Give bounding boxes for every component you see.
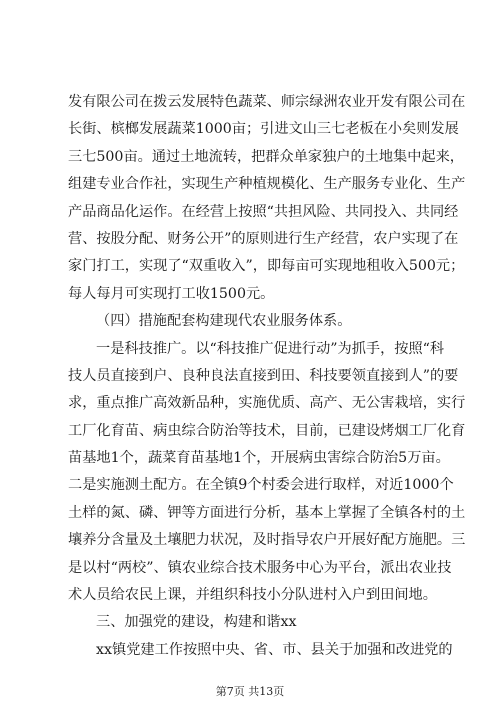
text-line: 组建专业合作社，实现生产种植规模化、生产服务专业化、生产: [68, 176, 466, 193]
text-line: 一是科技推广。以“科技推广促进行动”为抓手，按照“科: [96, 340, 445, 357]
text-line: 壤养分含量及土壤肥力状况，及时指导农户开展好配方施肥。三: [68, 532, 466, 549]
text-line: 二是实施测土配方。在全镇9个村委会进行取样，对近1000个: [68, 477, 454, 494]
text-line: 家门打工，实现了“双重收入”，即每亩可实现地租收入500元；: [68, 258, 465, 275]
text-line: 每人每月可实现打工收1500元。: [68, 285, 275, 302]
text-line: 是以村“两校”、镇农业综合技术服务中心为平台，派出农业技: [68, 559, 452, 576]
text-line: 苗基地1个，蔬菜育苗基地1个，开展病虫害综合防治5万亩。: [68, 450, 450, 467]
section-heading: 三、加强党的建设，构建和谐xx: [96, 614, 297, 631]
section-heading: （四）措施配套构建现代农业服务体系。: [96, 313, 352, 330]
text-line: 术人员给农民上课，并组织科技小分队进村入户到田间地。: [68, 587, 437, 604]
body-text: [68, 89, 466, 664]
text-line: 长街、槟榔发展蔬菜1000亩；引进文山三七老板在小矣则发展: [68, 121, 459, 138]
page-number: 第7页 共13页: [215, 685, 285, 698]
text-line: 营、按股分配、财务公开”的原则进行生产经营，农户实现了在: [68, 230, 459, 247]
text-line: 土样的氮、磷、钾等方面进行分析，基本上掌握了全镇各村的土: [68, 504, 466, 521]
text-line: 技人员直接到户、良种良法直接到田、科技要领直接到人”的要: [68, 367, 459, 384]
text-line: 求，重点推广高效新品种，实施优质、高产、无公害栽培，实行: [68, 395, 466, 412]
text-line: 工厂化育苗、病虫综合防治等技术，目前，已建设烤烟工厂化育: [68, 422, 466, 439]
text-line: 产品商品化运作。在经营上按照“共担风险、共同投入、共同经: [68, 203, 459, 220]
text-line: 发有限公司在拨云发展特色蔬菜、师宗绿洲农业开发有限公司在: [68, 94, 466, 110]
text-line: 三七500亩。通过土地流转，把群众单家独户的土地集中起来，: [68, 148, 464, 165]
text-line: xx镇党建工作按照中央、省、市、县关于加强和改进党的: [96, 641, 453, 658]
